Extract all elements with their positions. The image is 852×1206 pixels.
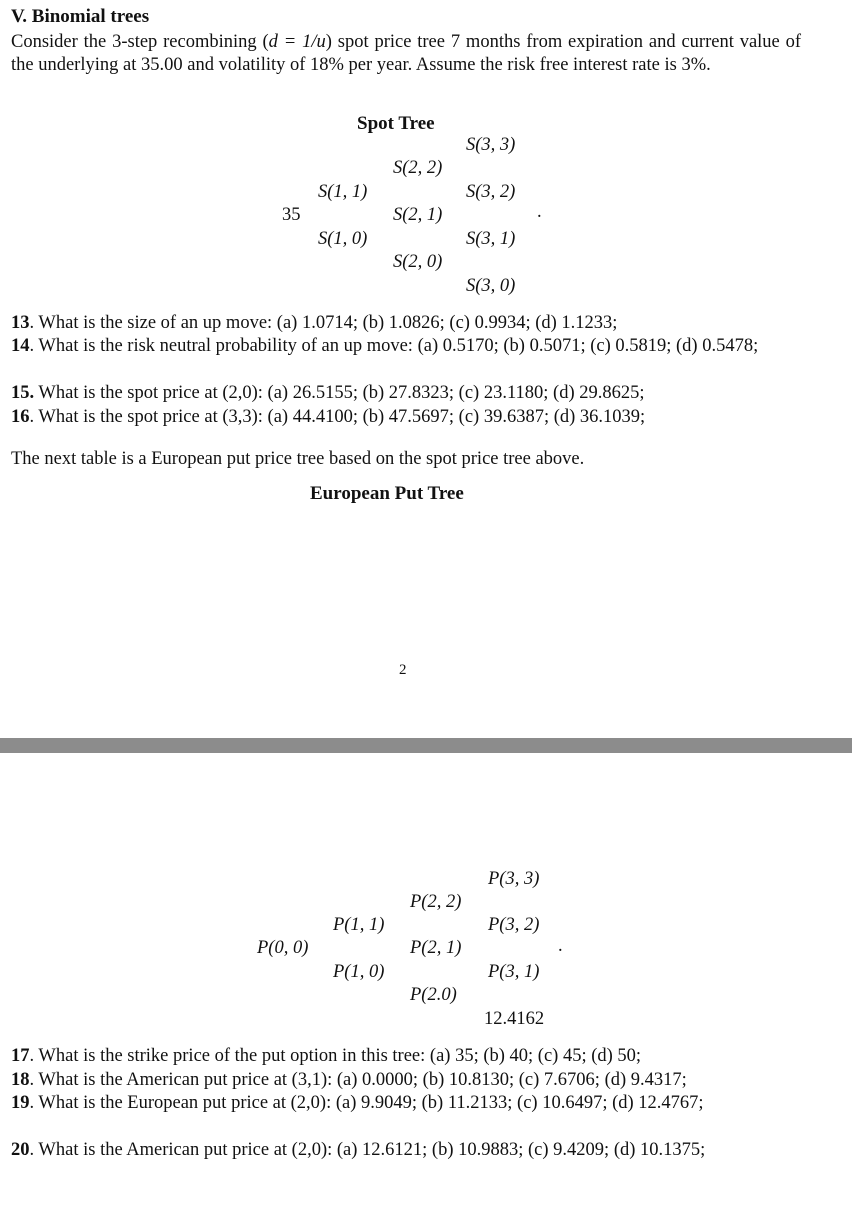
question-18 xyxy=(11,1069,801,1092)
spot-node-s21: S(2, 1) xyxy=(393,205,443,225)
spot-node-s10: S(1, 0) xyxy=(318,229,368,249)
document-page-2 xyxy=(0,753,852,1206)
question-17-text: . What is the strike price of the put option in this tree: (a) 35; (b) 40; (c) 45; (d) 50; xyxy=(29,1046,642,1066)
question-17-number: 17 xyxy=(11,1046,30,1066)
question-18-text: . What is the American put price at (3,1): (a) 0.0000; (b) 10.8130; (c) 7.6706; (d) 9.4317; xyxy=(29,1070,687,1090)
put-node-p22: P(2, 2) xyxy=(410,892,462,912)
put-node-p21: P(2, 1) xyxy=(410,938,462,958)
question-15 xyxy=(11,382,801,405)
question-15-text: What is the spot price at (2,0): (a) 26.5155; (b) 27.8323; (c) 23.1180; (d) 29.8625; xyxy=(34,383,645,403)
question-17 xyxy=(11,1045,801,1068)
intro-post: ) spot price tree 7 months from expiration and current value of the underlying at 35.00 and volatility of 18% per year. Assume the risk free interest rate is 3%. xyxy=(11,32,802,75)
intro-pre: Consider the 3-step recombining ( xyxy=(11,32,269,52)
spot-node-s11: S(1, 1) xyxy=(318,182,368,202)
page-number: 2 xyxy=(399,662,407,678)
spot-node-s30: S(3, 0) xyxy=(466,276,516,296)
section-title: V. Binomial trees xyxy=(11,6,150,27)
spot-tree-period: . xyxy=(537,202,542,222)
intro-paragraph xyxy=(11,31,801,77)
question-13-number: 13 xyxy=(11,313,30,333)
put-node-p30-value: 12.4162 xyxy=(484,1009,545,1029)
put-node-p31: P(3, 1) xyxy=(488,962,540,982)
spot-node-root: 35 xyxy=(282,205,301,225)
put-tree-note: The next table is a European put price tree based on the spot price tree above. xyxy=(11,449,585,469)
page-separator xyxy=(0,738,852,753)
question-19-number: 19 xyxy=(11,1093,30,1113)
question-20 xyxy=(11,1139,801,1162)
question-16-number: 16 xyxy=(11,407,30,427)
intro-math: d = 1/u xyxy=(268,32,326,52)
question-15-number: 15. xyxy=(11,383,35,403)
spot-node-s22: S(2, 2) xyxy=(393,158,443,178)
question-20-text: . What is the American put price at (2,0): (a) 12.6121; (b) 10.9883; (c) 9.4209; (d) 10.1375; xyxy=(29,1140,706,1160)
question-16 xyxy=(11,406,801,429)
spot-node-s33: S(3, 3) xyxy=(466,135,516,155)
spot-node-s32: S(3, 2) xyxy=(466,182,516,202)
spot-node-s20: S(2, 0) xyxy=(393,252,443,272)
question-14 xyxy=(11,335,801,358)
put-node-p32: P(3, 2) xyxy=(488,915,540,935)
question-14-text: . What is the risk neutral probability of an up move: (a) 0.5170; (b) 0.5071; (c) 0.5819; (d) 0.5478; xyxy=(29,336,759,356)
put-tree-title: European Put Tree xyxy=(310,483,464,504)
spot-tree-title: Spot Tree xyxy=(357,113,435,134)
question-14-number: 14 xyxy=(11,336,30,356)
question-16-text: . What is the spot price at (3,3): (a) 44.4100; (b) 47.5697; (c) 39.6387; (d) 36.1039; xyxy=(29,407,646,427)
put-node-p00: P(0, 0) xyxy=(257,938,309,958)
question-13 xyxy=(11,312,801,335)
question-19-text: . What is the European put price at (2,0): (a) 9.9049; (b) 11.2133; (c) 10.6497; (d) 12.4767; xyxy=(29,1093,704,1113)
put-node-p33: P(3, 3) xyxy=(488,869,540,889)
spot-node-s31: S(3, 1) xyxy=(466,229,516,249)
put-node-p10: P(1, 0) xyxy=(333,962,385,982)
question-18-number: 18 xyxy=(11,1070,30,1090)
put-tree-period: . xyxy=(558,936,563,956)
question-13-text: . What is the size of an up move: (a) 1.0714; (b) 1.0826; (c) 0.9934; (d) 1.1233; xyxy=(29,313,618,333)
question-20-number: 20 xyxy=(11,1140,30,1160)
put-node-p20: P(2.0) xyxy=(410,985,457,1005)
put-node-p11: P(1, 1) xyxy=(333,915,385,935)
question-19 xyxy=(11,1092,801,1115)
